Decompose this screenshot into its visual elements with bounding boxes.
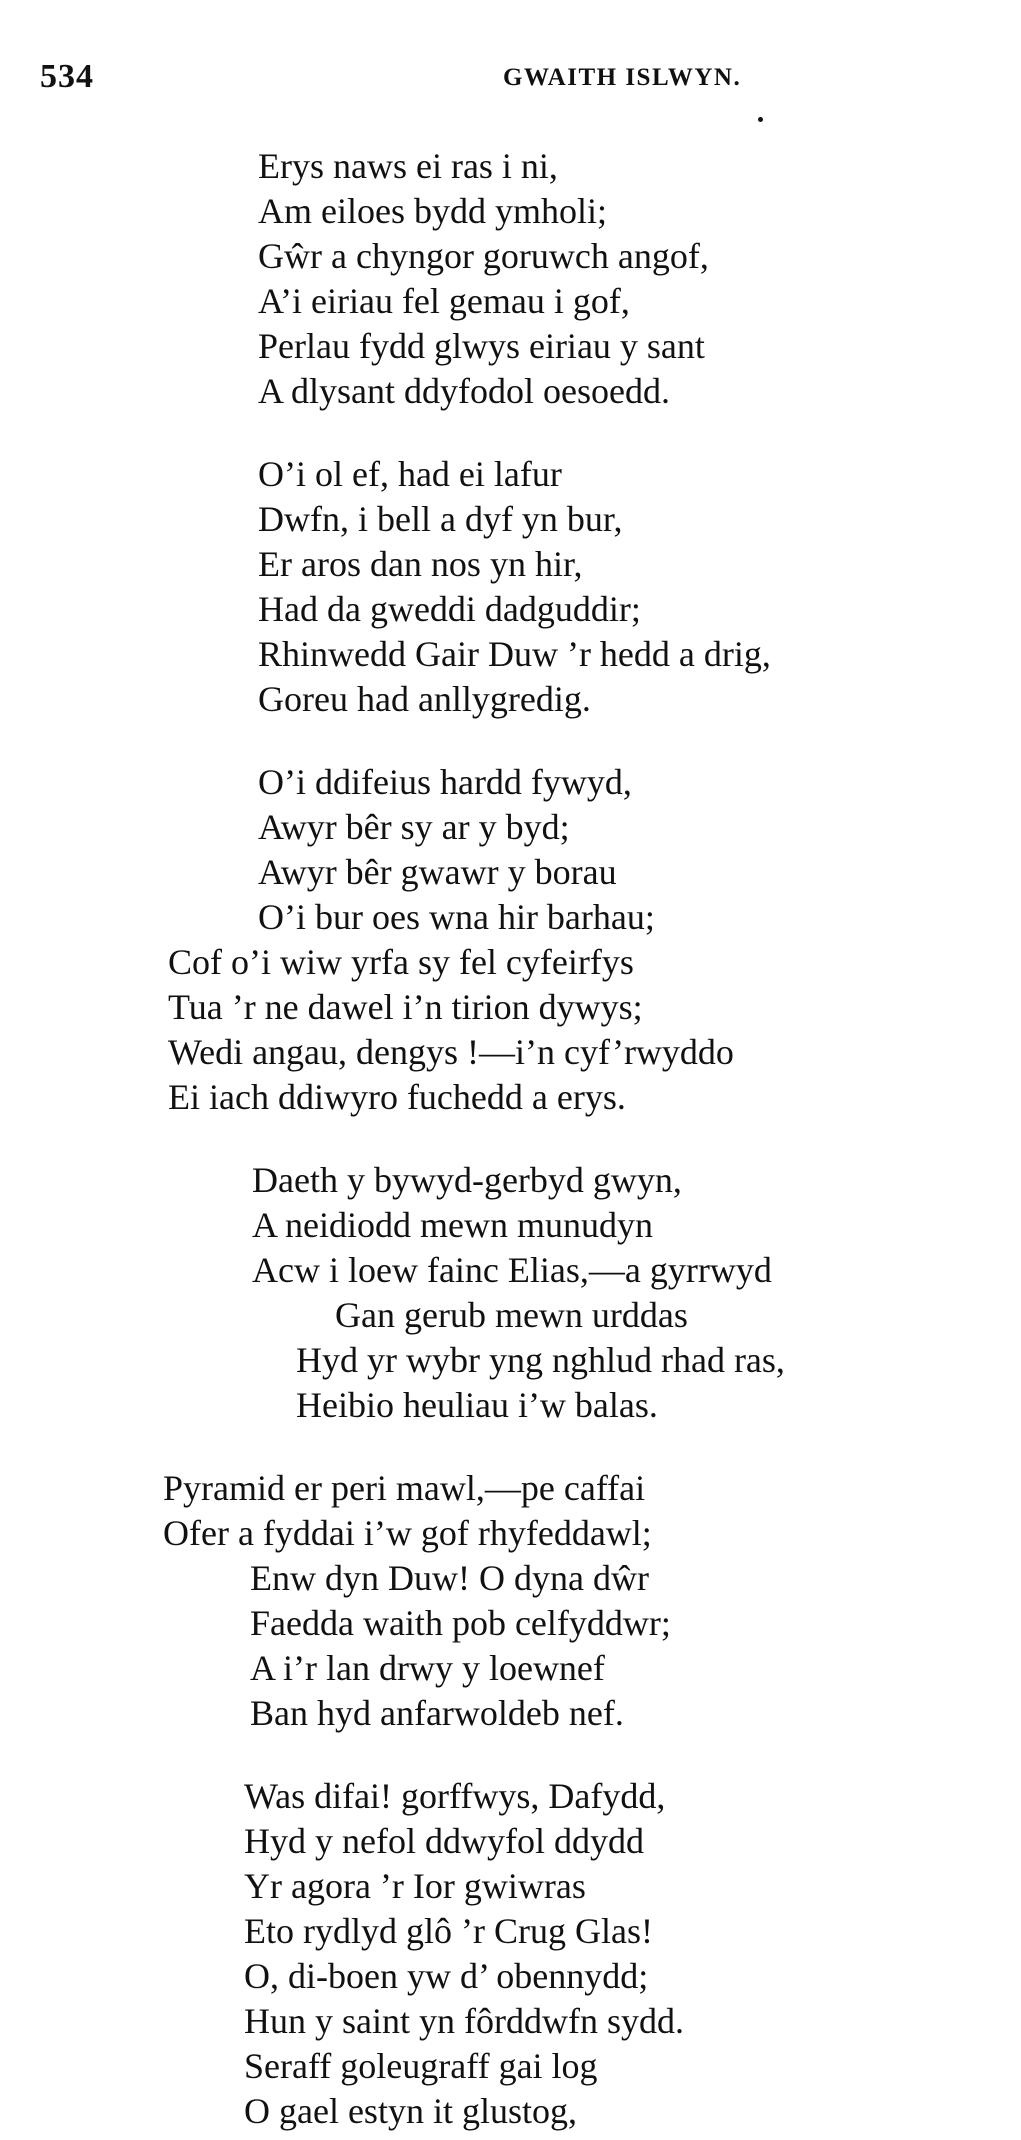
verse-line: O’i ol ef, had ei lafur	[258, 454, 562, 494]
verse-line: A neidiodd mewn munudyn	[252, 1205, 653, 1245]
verse-line: Had da gweddi dadguddir;	[258, 589, 641, 629]
verse-line: Erys naws ei ras i ni,	[258, 146, 558, 186]
verse-line: O, di-boen yw d’ obennydd;	[244, 1956, 649, 1996]
verse-line: Was difai! gorffwys, Dafydd,	[244, 1776, 666, 1816]
verse-line: A i’r lan drwy y loewnef	[250, 1648, 605, 1688]
verse-line: Faedda waith pob celfyddwr;	[250, 1603, 671, 1643]
verse-line: A dlysant ddyfodol oesoedd.	[258, 371, 670, 411]
verse-line: O’i ddifeius hardd fywyd,	[258, 762, 632, 802]
verse-line: Rhinwedd Gair Duw ’r hedd a drig,	[258, 634, 771, 674]
verse-line: Pyramid er peri mawl,—pe caffai	[163, 1468, 646, 1508]
verse-line: Eto rydlyd glô ’r Crug Glas!	[244, 1911, 653, 1951]
verse-line: Hun y saint yn fôrddwfn sydd.	[244, 2001, 684, 2041]
verse-line: Perlau fydd glwys eiriau y sant	[258, 326, 705, 366]
verse-line: Seraff goleugraff gai log	[244, 2046, 598, 2086]
verse-line: Awyr bêr gwawr y borau	[258, 852, 617, 892]
printer-dot	[758, 117, 763, 122]
verse-line: Am eiloes bydd ymholi;	[258, 191, 607, 231]
page-number: 534	[40, 58, 94, 95]
verse-line: Awyr bêr sy ar y byd;	[258, 807, 570, 847]
verse-line: Er aros dan nos yn hir,	[258, 544, 583, 584]
verse-line: Cof o’i wiw yrfa sy fel cyfeirfys	[168, 942, 634, 982]
verse-line: A’i eiriau fel gemau i gof,	[258, 281, 630, 321]
verse-line: Ei iach ddiwyro fuchedd a erys.	[168, 1077, 626, 1117]
verse-line: O’i bur oes wna hir barhau;	[258, 897, 655, 937]
verse-line: Enw dyn Duw! O dyna dŵr	[250, 1558, 649, 1598]
verse-line: Wedi angau, dengys !—i’n cyf’rwyddo	[168, 1032, 734, 1072]
verse-line: Ofer a fyddai i’w gof rhyfeddawl;	[163, 1513, 652, 1553]
verse-line: Tua ’r ne dawel i’n tirion dywys;	[168, 987, 643, 1027]
verse-line: Goreu had anllygredig.	[258, 679, 591, 719]
verse-line: Gŵr a chyngor goruwch angof,	[258, 236, 709, 276]
verse-line: Dwfn, i bell a dyf yn bur,	[258, 499, 623, 539]
running-title: GWAITH ISLWYN.	[503, 64, 742, 91]
verse-line: Hyd y nefol ddwyfol ddydd	[244, 1821, 644, 1861]
verse-line: Gan gerub mewn urddas	[335, 1295, 688, 1335]
verse-line: Hyd yr wybr yng nghlud rhad ras,	[296, 1340, 785, 1380]
verse-line: Ban hyd anfarwoldeb nef.	[250, 1693, 624, 1733]
verse-line: Yr agora ’r Ior gwiwras	[244, 1866, 586, 1906]
verse-line: Acw i loew fainc Elias,—a gyrrwyd	[252, 1250, 772, 1290]
verse-line: Daeth y bywyd-gerbyd gwyn,	[252, 1160, 682, 1200]
verse-line: O gael estyn it glustog,	[244, 2091, 577, 2131]
verse-line: Heibio heuliau i’w balas.	[296, 1385, 658, 1425]
